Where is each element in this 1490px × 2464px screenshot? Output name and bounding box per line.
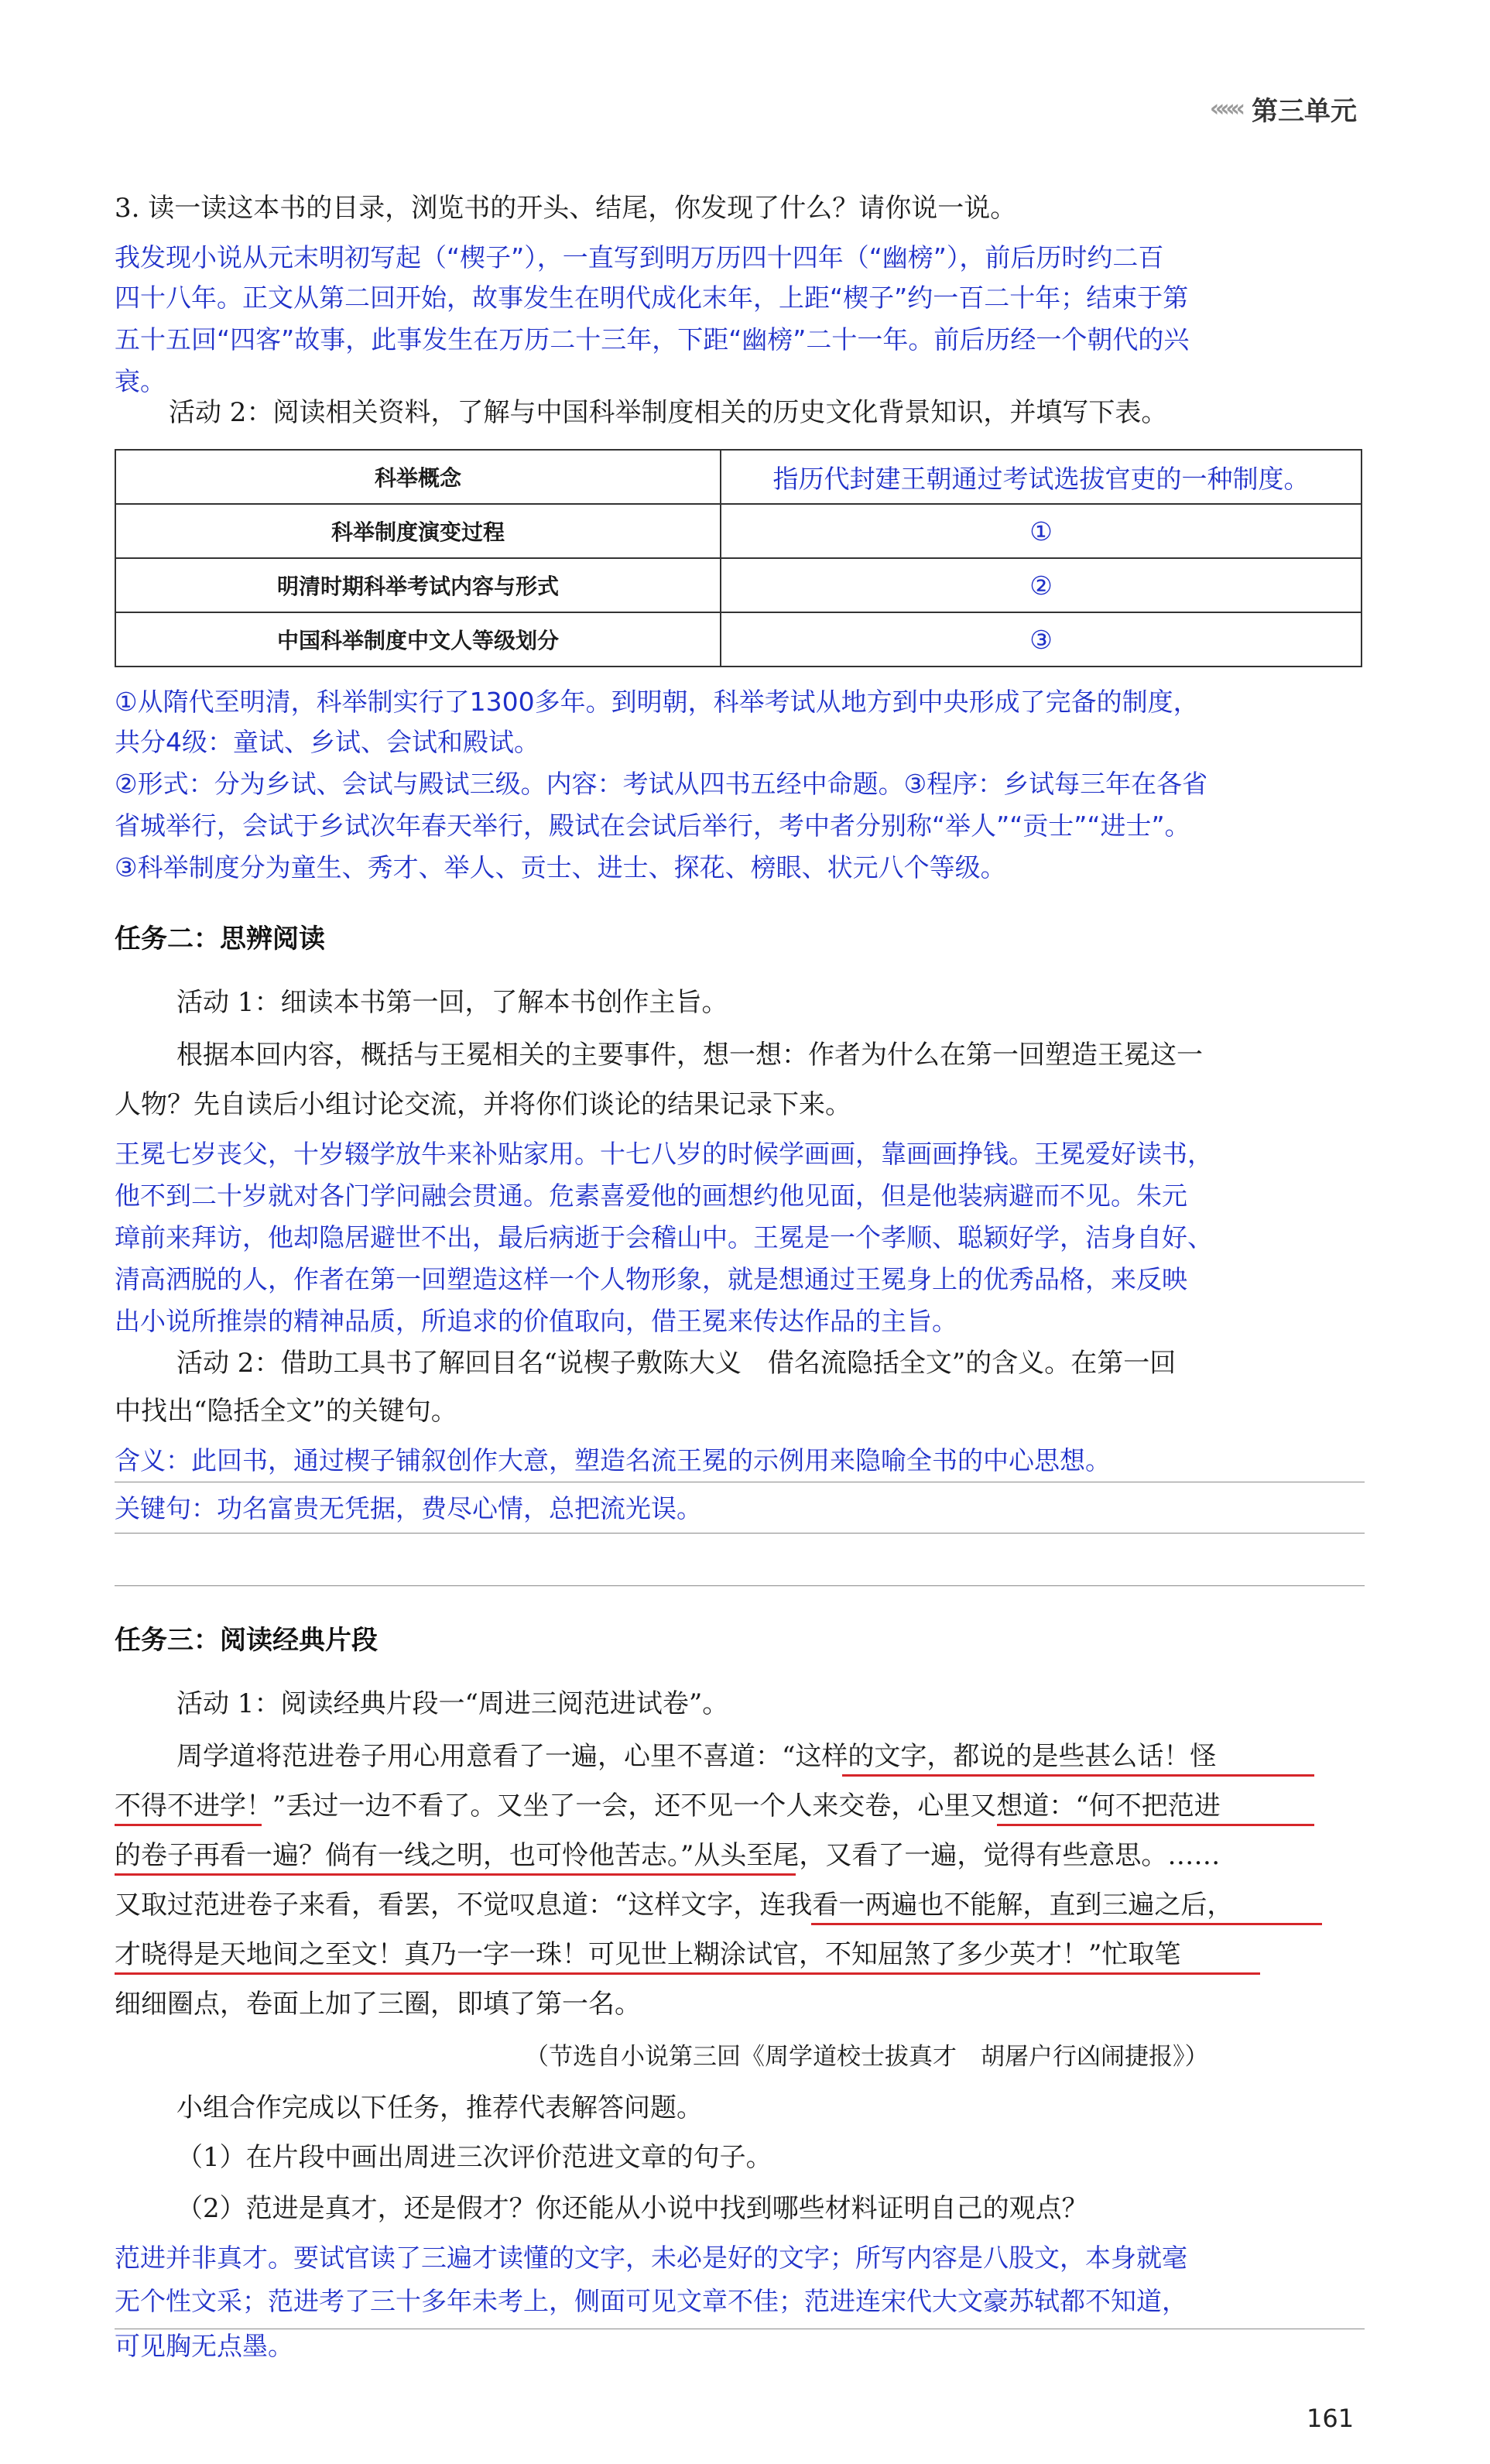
- passage-line: 的卷子再看一遍？倘有一线之明，也可怜他苦志。”从头至尾，又看了一遍，觉得有些意思。……: [115, 1840, 1221, 1871]
- red-underline: [842, 1774, 1314, 1777]
- chevron-left-icon: «««: [1209, 95, 1241, 122]
- q3-answer-line: 我发现小说从元末明初写起（“楔子”），一直写到明万历四十四年（“幽榜”），前后历时约二百: [115, 242, 1164, 272]
- activity2-text: 活动 2：阅读相关资料，了解与中国科举制度相关的历史文化背景知识，并填写下表。: [169, 397, 1168, 428]
- answer-rule: [115, 1533, 1365, 1534]
- task3-activity1: 活动 1：阅读经典片段一“周进三阅范进试卷”。: [176, 1688, 729, 1719]
- passage-line: 又取过范进卷子来看，看罢，不觉叹息道：“这样文字，连我看一两遍也不能解，直到三遍之后，: [115, 1890, 1234, 1921]
- table-value: ①: [721, 504, 1362, 558]
- task3-answer-line: 范进并非真才。要试官读了三遍才读懂的文字，未必是好的文字；所写内容是八股文，本身就毫: [115, 2243, 1187, 2273]
- unit-title: 第三单元: [1252, 96, 1357, 127]
- task3-group: 小组合作完成以下任务，推荐代表解答问题。: [176, 2092, 703, 2123]
- red-underline: [115, 1824, 262, 1826]
- task3-q1: （1）在片段中画出周进三次评价范进文章的句子。: [176, 2142, 772, 2173]
- table-row: [115, 504, 1362, 558]
- task3-answer-line: 无个性文采；范进考了三十多年未考上，侧面可见文章不佳；范进连宋代大文豪苏轼都不知道，: [115, 2286, 1187, 2316]
- table-note: ③科举制度分为童生、秀才、举人、贡士、进士、探花、榜眼、状元八个等级。: [115, 852, 1006, 882]
- table-value: ②: [721, 558, 1362, 612]
- table-label: 科举制度演变过程: [115, 504, 721, 558]
- red-underline: [115, 1972, 1260, 1975]
- passage-line: 才晓得是天地间之至文！真乃一字一珠！可见世上糊涂试官，不知屈煞了多少英才！”忙取笔: [115, 1939, 1181, 1970]
- task2-answer-line: 他不到二十岁就对各门学问融会贯通。危素喜爱他的画想约他见面，但是他装病避而不见。朱元: [115, 1181, 1187, 1211]
- task2-answer-line: 王冕七岁丧父，十岁辍学放牛来补贴家用。十七八岁的时候学画画，靠画画挣钱。王冕爱好读书，: [115, 1139, 1213, 1169]
- red-underline: [811, 1923, 1322, 1925]
- q3-answer-line: 五十五回“四客”故事，此事发生在万历二十三年，下距“幽榜”二十一年。前后历经一个朝代的兴: [115, 324, 1190, 355]
- q3-answer-line: 四十八年。正文从第二回开始，故事发生在明代成化末年，上距“楔子”约一百二十年；结束于第: [115, 283, 1189, 313]
- task2-prompt: 人物？先自读后小组讨论交流，并将你们谈论的结果记录下来。: [115, 1089, 851, 1120]
- table-label: 明清时期科举考试内容与形式: [115, 558, 721, 612]
- table-value: ③: [721, 612, 1362, 667]
- table-label: 科举概念: [115, 450, 721, 504]
- task2-activity1: 活动 1：细读本书第一回，了解本书创作主旨。: [176, 987, 728, 1018]
- task3-q2: （2）范进是真才，还是假才？你还能从小说中找到哪些材料证明自己的观点？: [176, 2193, 1088, 2224]
- table-note: 省城举行，会试于乡试次年春天举行，殿试在会试后举行，考中者分别称“举人”“贡士”“进士”。: [115, 810, 1190, 841]
- red-underline: [997, 1824, 1314, 1826]
- q3-answer-line: 衰。: [115, 366, 166, 396]
- table-label: 中国科举制度中文人等级划分: [115, 612, 721, 667]
- page-number: 161: [1307, 2404, 1355, 2433]
- red-underline: [115, 1873, 796, 1876]
- task2-answer-line: 璋前来拜访，他却隐居避世不出，最后病逝于会稽山中。王冕是一个孝顺、聪颖好学，洁身自好、: [115, 1222, 1213, 1253]
- table-row: [115, 450, 1362, 504]
- task2-answer-line: 出小说所推崇的精神品质，所追求的价值取向，借王冕来传达作品的主旨。: [115, 1306, 957, 1336]
- table-note: 共分4级：童试、乡试、会试和殿试。: [115, 727, 539, 757]
- table-note: ①从隋代至明清，科举制实行了1300多年。到明朝，科举考试从地方到中央形成了完备的制度，: [115, 687, 1199, 717]
- passage-line: 不得不进学！”丢过一边不看了。又坐了一会，还不见一个人来交卷，心里又想道：“何不把范进: [115, 1791, 1221, 1821]
- passage-line: 细细圈点，卷面上加了三圈，即填了第一名。: [115, 1989, 641, 2020]
- task2-meaning: 含义：此回书，通过楔子铺叙创作大意，塑造名流王冕的示例用来隐喻全书的中心思想。: [115, 1445, 1111, 1475]
- task3-title: 任务三：阅读经典片段: [115, 1625, 378, 1656]
- table-row: [115, 558, 1362, 612]
- answer-rule: [115, 1585, 1365, 1586]
- unit-header: [1210, 90, 1357, 128]
- task2-activity2: 活动 2：借助工具书了解回目名“说楔子敷陈大义 借名流隐括全文”的含义。在第一回: [176, 1348, 1177, 1379]
- task2-prompt: 根据本回内容，概括与王冕相关的主要事件，想一想：作者为什么在第一回塑造王冕这一: [176, 1040, 1203, 1071]
- passage-line: 周学道将范进卷子用心用意看了一遍，心里不喜道：“这样的文字，都说的是些甚么话！怪: [176, 1741, 1217, 1772]
- table-row: [115, 612, 1362, 667]
- table-value: 指历代封建王朝通过考试选拔官吏的一种制度。: [721, 450, 1362, 504]
- passage-source: （节选自小说第三回《周学道校士拔真才 胡屠户行凶闹捷报》）: [525, 2043, 1209, 2071]
- task2-activity2: 中找出“隐括全文”的关键句。: [115, 1396, 457, 1427]
- task3-answer-line: 可见胸无点墨。: [115, 2331, 293, 2361]
- q3-prompt: 3. 读一读这本书的目录，浏览书的开头、结尾，你发现了什么？请你说一说。: [115, 193, 1017, 224]
- task2-answer-line: 清高洒脱的人，作者在第一回塑造这样一个人物形象，就是想通过王冕身上的优秀品格，来反映: [115, 1264, 1187, 1294]
- imperial-exam-table: [115, 449, 1362, 667]
- task2-keyline: 关键句：功名富贵无凭据，费尽心情，总把流光误。: [115, 1493, 702, 1523]
- task2-title: 任务二：思辨阅读: [115, 924, 325, 954]
- table-note: ②形式：分为乡试、会试与殿试三级。内容：考试从四书五经中命题。③程序：乡试每三年在各省: [115, 769, 1208, 799]
